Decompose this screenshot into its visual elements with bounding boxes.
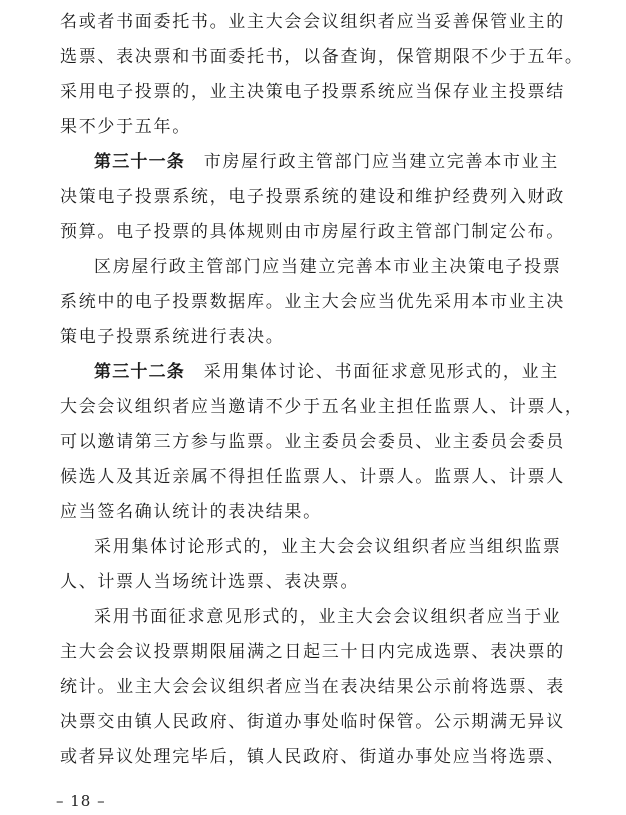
text-line: 可以邀请第三方参与监票。业主委员会委员、业主委员会委员	[60, 432, 565, 452]
text-line: 主大会会议投票期限届满之日起三十日内完成选票、表决票的	[60, 642, 565, 662]
article-31-text: 市房屋行政主管部门应当建立完善本市业主	[185, 152, 559, 172]
text-line: 采用电子投票的，业主决策电子投票系统应当保存业主投票结	[60, 82, 565, 102]
article-32-first-line	[94, 362, 559, 382]
paragraph-first-line: 采用书面征求意见形式的，业主大会会议组织者应当于业	[94, 607, 562, 627]
text-line: 策电子投票系统进行表决。	[60, 327, 285, 347]
text-line: 选票、表决票和书面委托书，以备查询，保管期限不少于五年。	[60, 47, 584, 67]
article-31-first-line	[94, 152, 559, 172]
text-line: 统计。业主大会会议组织者应当在表决结果公示前将选票、表	[60, 677, 565, 697]
text-line: 应当签名确认统计的表决结果。	[60, 502, 322, 522]
text-line: 决票交由镇人民政府、街道办事处临时保管。公示期满无异议	[60, 712, 565, 732]
text-line: 预算。电子投票的具体规则由市房屋行政主管部门制定公布。	[60, 222, 565, 242]
paragraph-first-line: 采用集体讨论形式的，业主大会会议组织者应当组织监票	[94, 537, 562, 557]
text-line: 大会会议组织者应当邀请不少于五名业主担任监票人、计票人，	[60, 397, 584, 417]
article-32-heading: 第三十二条	[94, 362, 185, 382]
article-32-text: 采用集体讨论、书面征求意见形式的，业主	[185, 362, 559, 382]
page-number: – 18 –	[56, 792, 106, 810]
text-line: 决策电子投票系统，电子投票系统的建设和维护经费列入财政	[60, 187, 565, 207]
paragraph-first-line: 区房屋行政主管部门应当建立完善本市业主决策电子投票	[94, 257, 562, 277]
text-line: 系统中的电子投票数据库。业主大会应当优先采用本市业主决	[60, 292, 565, 312]
text-line: 名或者书面委托书。业主大会会议组织者应当妥善保管业主的	[60, 12, 565, 32]
text-line: 果不少于五年。	[60, 117, 191, 137]
text-line: 或者异议处理完毕后，镇人民政府、街道办事处应当将选票、	[60, 747, 565, 767]
text-line: 人、计票人当场统计选票、表决票。	[60, 572, 360, 592]
text-line: 候选人及其近亲属不得担任监票人、计票人。监票人、计票人	[60, 467, 565, 487]
article-31-heading: 第三十一条	[94, 152, 185, 172]
